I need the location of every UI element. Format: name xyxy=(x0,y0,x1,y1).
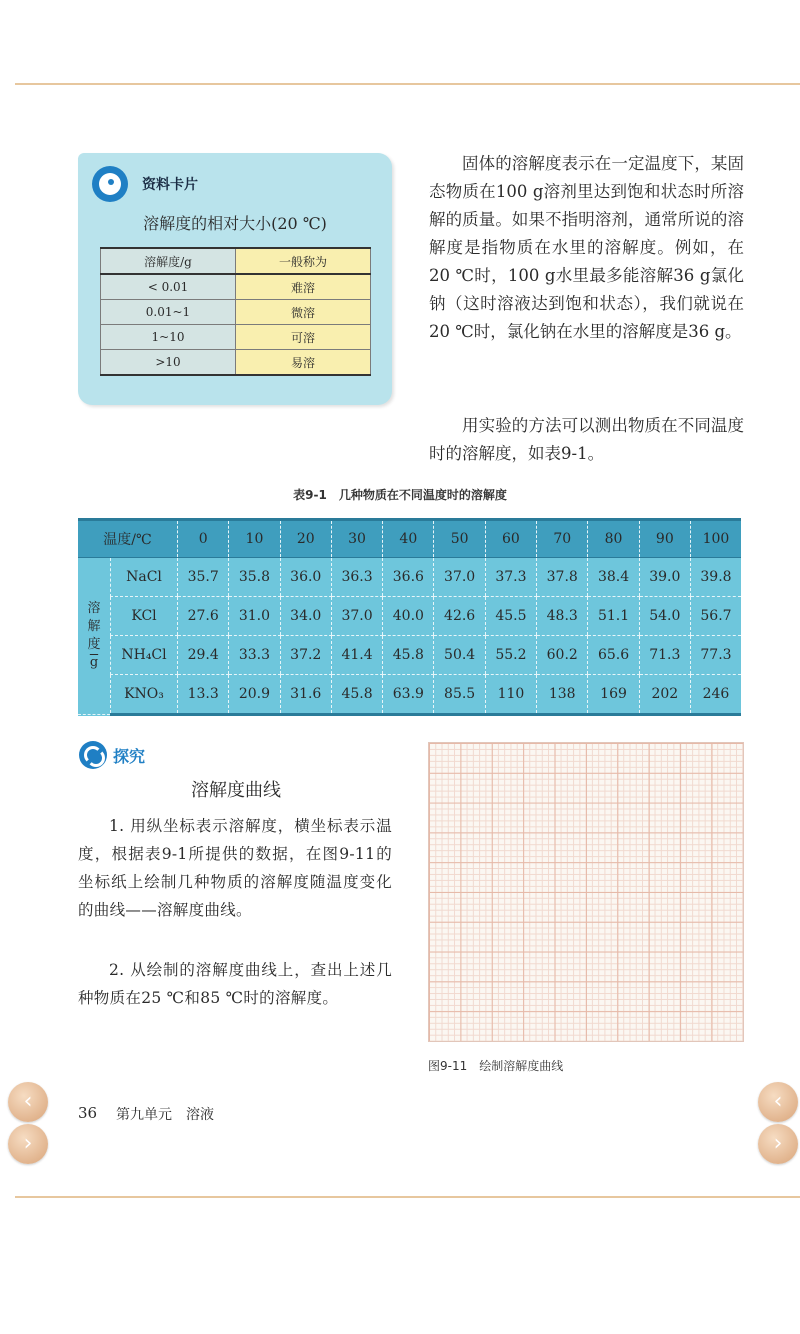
table-row: >10 易溶 xyxy=(101,350,371,376)
next-page-button-right[interactable]: › xyxy=(758,1124,798,1164)
definition-paragraph: 固体的溶解度表示在一定温度下，某固态物质在100 g溶剂里达到饱和状态时所溶解的质量。如果不指明溶剂，通常所说的溶解度是指物质在水里的溶解度。例如，在20 ℃时，100 g水里最多能溶解36 g氯化钠（这时溶液达到饱和状态），我们就说在20 ℃时，氯化钠在水里的溶解度是36 g。 xyxy=(429,154,744,341)
info-card-subtitle: 溶解度的相对大小(20 ℃) xyxy=(143,214,327,233)
table-row: KNO₃ 13.3 20.9 31.6 45.8 63.9 85.5 110 138 169 202 246 xyxy=(78,675,741,715)
table-row: 溶 解 度 $\overline{g}$ NaCl 35.7 35.8 36.0 36.3 36.6 37.0 37.3 37.8 38.4 39.0 39.8 xyxy=(78,558,741,597)
info-card-title: 资料卡片 xyxy=(142,177,198,193)
experiment-paragraph: 用实验的方法可以测出物质在不同温度时的溶解度，如表9-1。 xyxy=(429,416,744,463)
table-row: < 0.01 难溶 xyxy=(101,274,371,300)
step-2: 2. 从绘制的溶解度曲线上，查出上述几种物质在25 ℃和85 ℃时的溶解度。 xyxy=(78,961,392,1007)
solubility-side-label: 溶 解 度 $\overline{g}$ xyxy=(78,558,111,715)
graph-paper xyxy=(428,742,744,1042)
substance-name: KNO₃ xyxy=(111,675,178,715)
explore-icon xyxy=(79,741,107,769)
table-row: NH₄Cl 29.4 33.3 37.2 41.4 45.8 50.4 55.2 60.2 65.6 71.3 77.3 xyxy=(78,636,741,675)
substance-name: NH₄Cl xyxy=(111,636,178,675)
table-caption: 表9-1 几种物质在不同温度时的溶解度 xyxy=(293,488,507,502)
figure-caption: 图9-11 绘制溶解度曲线 xyxy=(428,1059,564,1073)
info-card-icon xyxy=(92,166,128,202)
prev-page-button-left[interactable]: ‹ xyxy=(8,1082,48,1122)
next-page-button-left[interactable]: › xyxy=(8,1124,48,1164)
page-number: 36 xyxy=(78,1104,98,1122)
info-card xyxy=(78,153,392,405)
step-1: 1. 用纵坐标表示溶解度，横坐标表示温度，根据表9-1所提供的数据，在图9-11的坐标纸上绘制几种物质的溶解度随温度变化的曲线——溶解度曲线。 xyxy=(78,817,392,919)
table-header-row: 温度/℃ 0 10 20 30 40 50 60 70 80 90 100 xyxy=(78,520,741,558)
top-divider xyxy=(15,83,800,85)
bottom-divider xyxy=(15,1196,800,1198)
table-row: KCl 27.6 31.0 34.0 37.0 40.0 42.6 45.5 48.3 51.1 54.0 56.7 xyxy=(78,597,741,636)
substance-name: NaCl xyxy=(111,558,178,597)
table-row: 1~10 可溶 xyxy=(101,325,371,350)
scale-header-solubility: 溶解度/g xyxy=(101,248,236,274)
substance-name: KCl xyxy=(111,597,178,636)
unit-title: 第九单元 溶液 xyxy=(116,1107,214,1123)
table-row: 0.01~1 微溶 xyxy=(101,300,371,325)
scale-header-term: 一般称为 xyxy=(236,248,371,274)
temperature-header: 温度/℃ xyxy=(78,520,178,558)
explore-label: 探究 xyxy=(113,747,146,766)
solubility-table xyxy=(78,518,741,716)
solubility-scale-table xyxy=(100,247,371,376)
prev-page-button-right[interactable]: ‹ xyxy=(758,1082,798,1122)
section-title: 溶解度曲线 xyxy=(191,780,281,801)
